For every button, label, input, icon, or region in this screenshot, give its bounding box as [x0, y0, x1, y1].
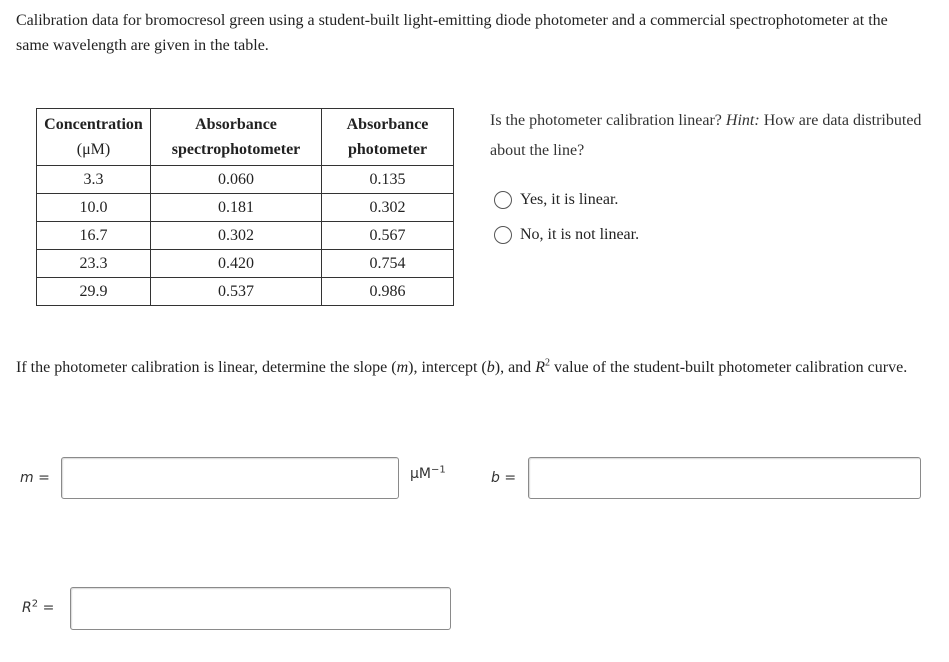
cell-spectrophotometer: 0.181: [151, 194, 322, 222]
radio-yes[interactable]: [494, 191, 512, 209]
option-no-label: No, it is not linear.: [520, 225, 640, 243]
table-row: [37, 278, 454, 306]
option-not-linear[interactable]: [494, 217, 639, 252]
cell-photometer: 0.754: [322, 250, 454, 278]
option-yes-label: Yes, it is linear.: [520, 190, 619, 208]
header-absorbance-spectrophotometer: Absorbance spectrophotometer: [151, 109, 322, 166]
calibration-table: [36, 108, 454, 306]
cell-concentration: 3.3: [37, 166, 151, 194]
table-header-row: [37, 109, 454, 166]
cell-concentration: 10.0: [37, 194, 151, 222]
b-label: b =: [491, 470, 517, 486]
cell-concentration: 23.3: [37, 250, 151, 278]
r2-input[interactable]: [70, 587, 451, 630]
radio-no[interactable]: [494, 226, 512, 244]
cell-concentration: 16.7: [37, 222, 151, 250]
cell-concentration: 29.9: [37, 278, 151, 306]
cell-spectrophotometer: 0.060: [151, 166, 322, 194]
slope-input[interactable]: [61, 457, 399, 499]
table-row: [37, 194, 454, 222]
cell-photometer: 0.567: [322, 222, 454, 250]
cell-photometer: 0.302: [322, 194, 454, 222]
intro-text: Calibration data for bromocresol green using a student-built light-emitting diode photometer and a commercial spectrophotometer at the same wavelength are given in the table.: [16, 12, 888, 54]
calibration-prompt: If the photometer calibration is linear, determine the slope (m), intercept (b), and $R^2$ value of the student-built photometer calibration curve.: [16, 357, 908, 376]
header-concentration: Concentration (μM): [37, 109, 151, 166]
linearity-options: [494, 182, 639, 252]
cell-spectrophotometer: 0.537: [151, 278, 322, 306]
cell-photometer: 0.135: [322, 166, 454, 194]
option-yes-linear[interactable]: [494, 182, 639, 217]
header-absorbance-photometer: Absorbance photometer: [322, 109, 454, 166]
r2-label: $R^2$ =: [22, 598, 55, 616]
cell-spectrophotometer: 0.420: [151, 250, 322, 278]
table-row: [37, 250, 454, 278]
cell-spectrophotometer: 0.302: [151, 222, 322, 250]
hint-label: Hint:: [725, 112, 760, 129]
table-row: [37, 222, 454, 250]
linearity-question: Is the photometer calibration linear? Hint: How are data distributed about the line?: [490, 112, 922, 159]
intercept-input[interactable]: [528, 457, 921, 499]
cell-photometer: 0.986: [322, 278, 454, 306]
m-label: m =: [20, 470, 50, 486]
slope-unit: $\mu M^{-1}$: [410, 464, 446, 482]
table-row: [37, 166, 454, 194]
